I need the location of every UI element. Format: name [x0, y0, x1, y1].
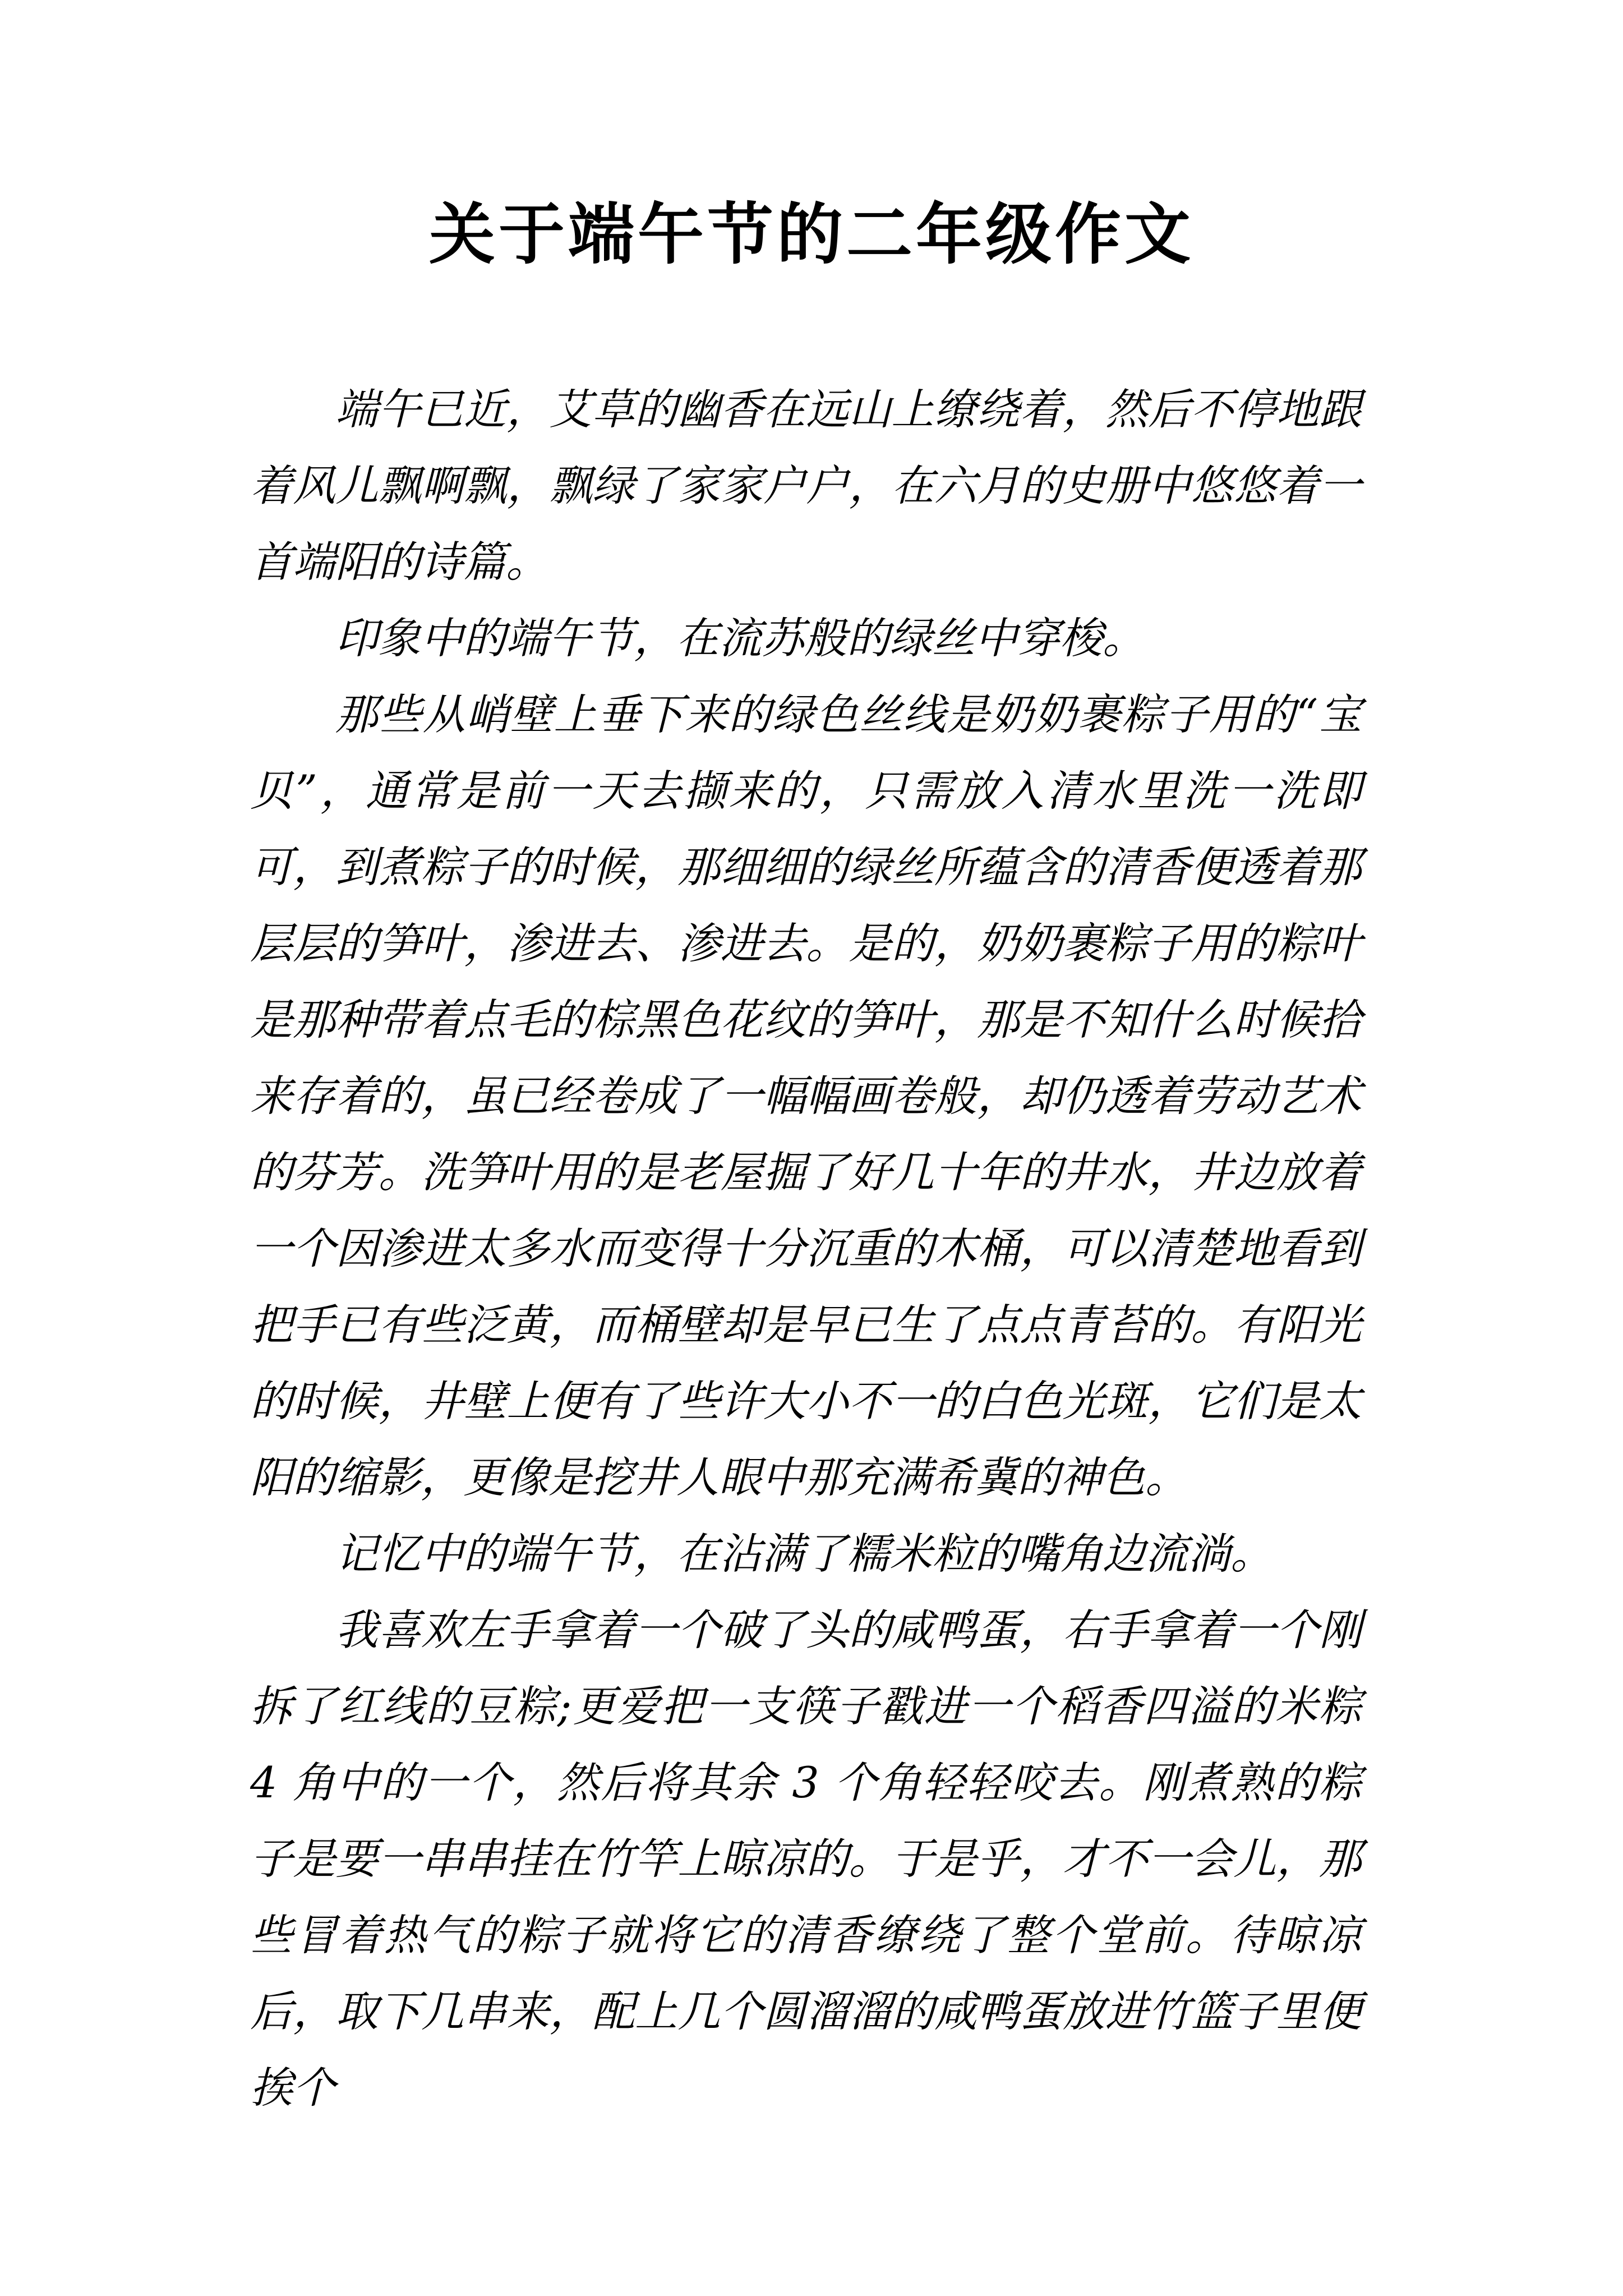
paragraph-4: 记忆中的端午节，在沾满了糯米粒的嘴角边流淌。 — [335, 1529, 1273, 1579]
paragraph-1: 端午已近，艾草的幽香在远山上缭绕着，然后不停地跟着风儿飘啊飘，飘绿了家家户户，在六月的史册中悠悠着一首端阳的诗篇。 — [250, 384, 1362, 587]
essay-body — [250, 371, 1362, 2126]
paragraph-3: 那些从峭壁上垂下来的绿色丝线是奶奶裹粽子用的“宝贝”，通常是前一天去撷来的，只需放入清水里洗一洗即可，到煮粽子的时候，那细细的绿丝所蕴含的清香便透着那层层的笋叶，渗进去、渗进去。是的，奶奶裹粽子用的粽叶是那种带着点毛的棕黑色花纹的笋叶，那是不知什么时候拾来存着的，虽已经卷成了一幅幅画卷般，却仍透着劳动艺术的芬芳。洗笋叶用的是老屋掘了好几十年的井水，井边放着一个因渗进太多水而变得十分沉重的木桶，可以清楚地看到把手已有些泛黄，而桶壁却是早已生了点点青苔的。有阳光的时候，井壁上便有了些许大小不一的白色光斑，它们是太阳的缩影，更像是挖井人眼中那充满希冀的神色。 — [250, 689, 1362, 1502]
essay-title: 关于端午节的二年级作文 — [428, 195, 1194, 273]
paragraph-2: 印象中的端午节，在流苏般的绿丝中穿梭。 — [335, 613, 1145, 663]
paragraph-5: 我喜欢左手拿着一个破了头的咸鸭蛋，右手拿着一个刚拆了红线的豆粽;更爱把一支筷子戳进一个稻香四溢的米粽 4 角中的一个，然后将其余 3 个角轻轻咬去。刚煮熟的粽子是要一串串挂在竹竿上晾凉的。于是乎，才不一会儿，那些冒着热气的粽子就将它的清香缭绕了整个堂前。待晾凉后，取下几串来，配上几个圆溜溜的咸鸭蛋放进竹篮子里便挨个 — [250, 1605, 1362, 2113]
